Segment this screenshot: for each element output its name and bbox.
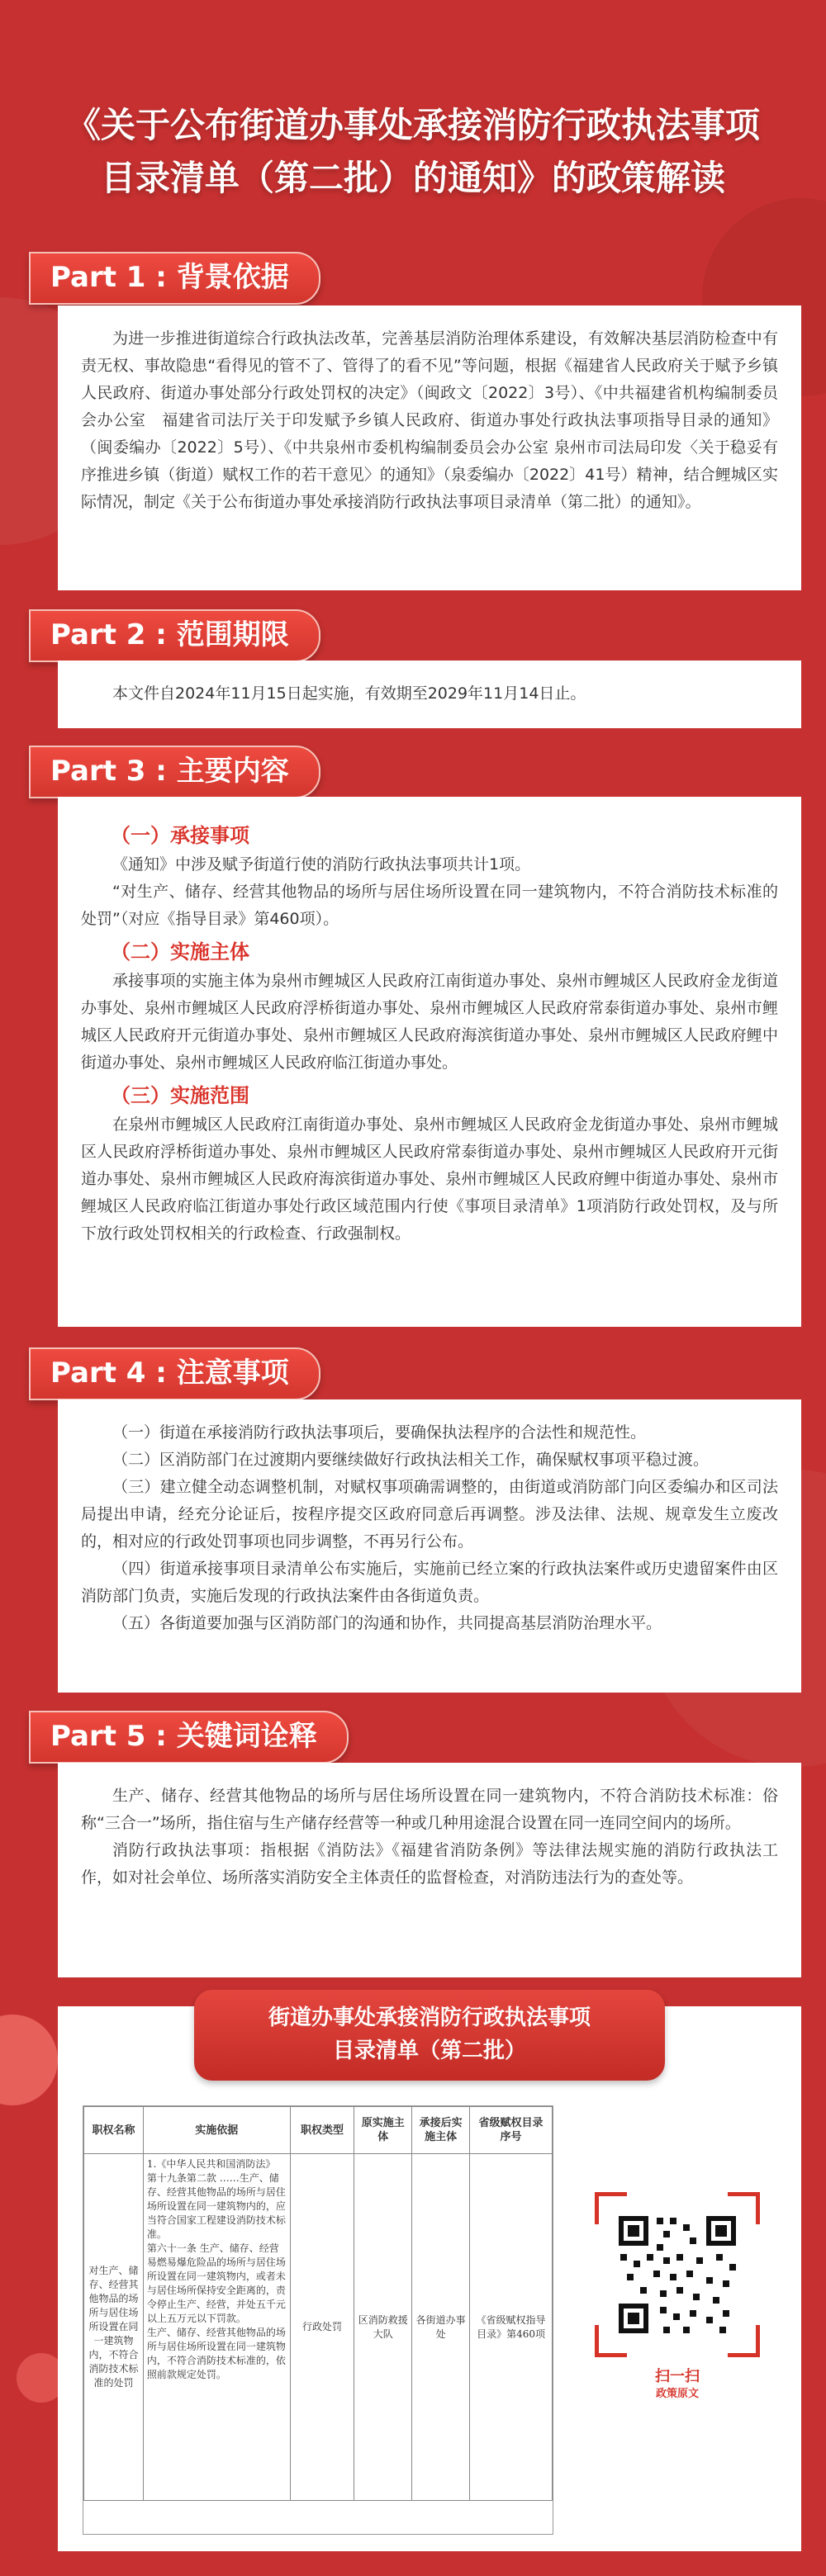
table-row: [84, 2154, 553, 2501]
part2-label: Part 2 : 范围期限: [29, 609, 320, 662]
part1-box: [58, 305, 801, 590]
cell-original-subject: 区消防救援大队: [354, 2154, 412, 2501]
qr-code-icon[interactable]: [615, 2213, 739, 2337]
part3-p3: 承接事项的实施主体为泉州市鲤城区人民政府江南街道办事处、泉州市鲤城区人民政府金龙街道办事处、泉州市鲤城区人民政府浮桥街道办事处、泉州市鲤城区人民政府常泰街道办事处、泉州市鲤城区人民政府开元街道办事处、泉州市鲤城区人民政府海滨街道办事处、泉州市鲤城区人民政府鲤中街道办事处、泉州市鲤城区人民政府临江街道办事处。: [81, 972, 778, 1072]
table-header-row: [84, 2107, 553, 2154]
part1-label: Part 1 : 背景依据: [29, 252, 320, 305]
part3-label: Part 3 : 主要内容: [29, 746, 320, 798]
decor-circle: [0, 2015, 58, 2105]
cell-power-name: 对生产、储存、经营其他物品的场所与居住场所设置在同一建筑物内，不符合消防技术标准的处罚: [84, 2154, 144, 2501]
column-header: 实施依据: [143, 2107, 290, 2154]
qr-code-area[interactable]: [586, 2192, 768, 2423]
part5-box: [58, 1763, 801, 1977]
part3-p4: 在泉州市鲤城区人民政府江南街道办事处、泉州市鲤城区人民政府金龙街道办事处、泉州市鲤城区人民政府浮桥街道办事处、泉州市鲤城区人民政府常泰街道办事处、泉州市鲤城区人民政府开元街道办事处、泉州市鲤城区人民政府海滨街道办事处、泉州市鲤城区人民政府鲤中街道办事处、泉州市鲤城区人民政府临江街道办事处行政区域范围内行使《事项目录清单》1项消防行政处罚权，及与所下放行政处罚权相关的行政检查、行政强制权。: [81, 1115, 778, 1243]
title-line-1: 《关于公布街道办事处承接消防行政执法事项: [65, 105, 760, 145]
catalog-document: [83, 2105, 553, 2535]
part3-sub3: （三）实施范围: [111, 1084, 249, 1107]
part3-box: [58, 797, 801, 1327]
part2-box: [58, 661, 801, 728]
part4-item: （三）建立健全动态调整机制，对赋权事项确需调整的，由街道或消防部门向区委编办和区司法局提出申请，经充分论证后，按程序提交区政府同意后再调整。涉及法律、法规、规章发生立废改的，相对应的行政处罚事项也同步调整，不再另行公布。: [81, 1478, 778, 1551]
column-header: 省级赋权目录序号: [470, 2107, 553, 2154]
qr-frame: [595, 2192, 760, 2357]
part2-text: 本文件自2024年11月15日起实施，有效期至2029年11月14日止。: [112, 684, 586, 703]
part4-item: （五）各街道要加强与区消防部门的沟通和协作，共同提高基层消防治理水平。: [112, 1614, 662, 1632]
part5-label: Part 5 : 关键词诠释: [29, 1711, 349, 1764]
part3-sub1: （一）承接事项: [111, 824, 249, 847]
title-line-2: 目录清单（第二批）的通知》的政策解读: [100, 158, 725, 198]
part5-p1: 生产、储存、经营其他物品的场所与居住场所设置在同一建筑物内，不符合消防技术标准：俗称“三合一”场所，指住宿与生产储存经营等一种或几种用途混合设置在同一连同空间内的场所。: [81, 1787, 778, 1832]
part1-text: 为进一步推进街道综合行政执法改革，完善基层消防治理体系建设，有效解决基层消防检查中有责无权、事故隐患“看得见的管不了、管得了的看不见”等问题，根据《福建省人民政府关于赋予乡镇人民政府、街道办事处部分行政处罚权的决定》（闽政文〔2022〕3号）、《中共福建省机构编制委员会办公室 福建省司法厅关于印发赋予乡镇人民政府、街道办事处行政执法事项指导目录的通知》（闽委编办〔2022〕5号）、《中共泉州市委机构编制委员会办公室 泉州市司法局印发〈关于稳妥有序推进乡镇（街道）赋权工作的若干意见〉的通知》（泉委编办〔2022〕41号）精神，结合鲤城区实际情况，制定《关于公布街道办事处承接消防行政执法事项目录清单（第二批）的通知》。: [81, 329, 778, 511]
qr-caption: [586, 2367, 768, 2402]
part5-p2: 消防行政执法事项：指根据《消防法》《福建省消防条例》等法律法规实施的消防行政执法工作，如对社会单位、场所落实消防安全主体责任的监督检查，对消防违法行为的查处等。: [81, 1841, 778, 1887]
part4-item: （一）街道在承接消防行政执法事项后，要确保执法程序的合法性和规范性。: [112, 1423, 647, 1442]
qr-caption-source: 政策原文: [655, 2388, 699, 2400]
part3-p1: 《通知》中涉及赋予街道行使的消防行政执法事项共计1项。: [112, 855, 531, 874]
cell-type: 行政处罚: [290, 2154, 354, 2501]
cell-index: 《省级赋权指导目录》第460项: [470, 2154, 553, 2501]
column-header: 原实施主体: [354, 2107, 412, 2154]
page-title: [33, 99, 793, 205]
column-header: 职权名称: [84, 2107, 144, 2154]
part4-item: （二）区消防部门在过渡期内要继续做好行政执法相关工作，确保赋权事项平稳过渡。: [112, 1451, 710, 1469]
qr-caption-scan: 扫一扫: [655, 2368, 700, 2385]
part3-p2: “对生产、储存、经营其他物品的场所与居住场所设置在同一建筑物内，不符合消防技术标准的处罚”（对应《指导目录》第460项）。: [81, 883, 778, 928]
column-header: 承接后实施主体: [412, 2107, 470, 2154]
cell-new-subject: 各街道办事处: [412, 2154, 470, 2501]
cell-basis: 1.《中华人民共和国消防法》 第十九条第二款 ……生产、储存、经营其他物品的场所与居住场所设置在同一建筑物内的，应当符合国家工程建设消防技术标准。 第六十一条 生产、储存、经营易燃易爆危险品的场所与居住场所设置在同一建筑物内，或者未与居住场所保持安全距离的，责令停止生产、经营，并处五千元以上五万元以下罚款。 生产、储存、经营其他物品的场所与居住场所设置在同一建筑物内，不符合消防技术标准的，依照前款规定处罚。: [143, 2154, 290, 2501]
part4-label: Part 4 : 注意事项: [29, 1347, 320, 1400]
column-header: 职权类型: [290, 2107, 354, 2154]
catalog-section: [58, 2006, 801, 2551]
part4-item: （四）街道承接事项目录清单公布实施后，实施前已经立案的行政执法案件或历史遗留案件由区消防部门负责，实施后发现的行政执法案件由各街道负责。: [81, 1560, 778, 1605]
part3-sub2: （二）实施主体: [111, 940, 249, 964]
part4-box: [58, 1399, 801, 1693]
catalog-header-line-1: 街道办事处承接消防行政执法事项: [268, 2005, 591, 2030]
catalog-table: [83, 2106, 553, 2501]
catalog-header: [194, 1990, 665, 2081]
catalog-header-line-2: 目录清单（第二批）: [332, 2039, 526, 2063]
